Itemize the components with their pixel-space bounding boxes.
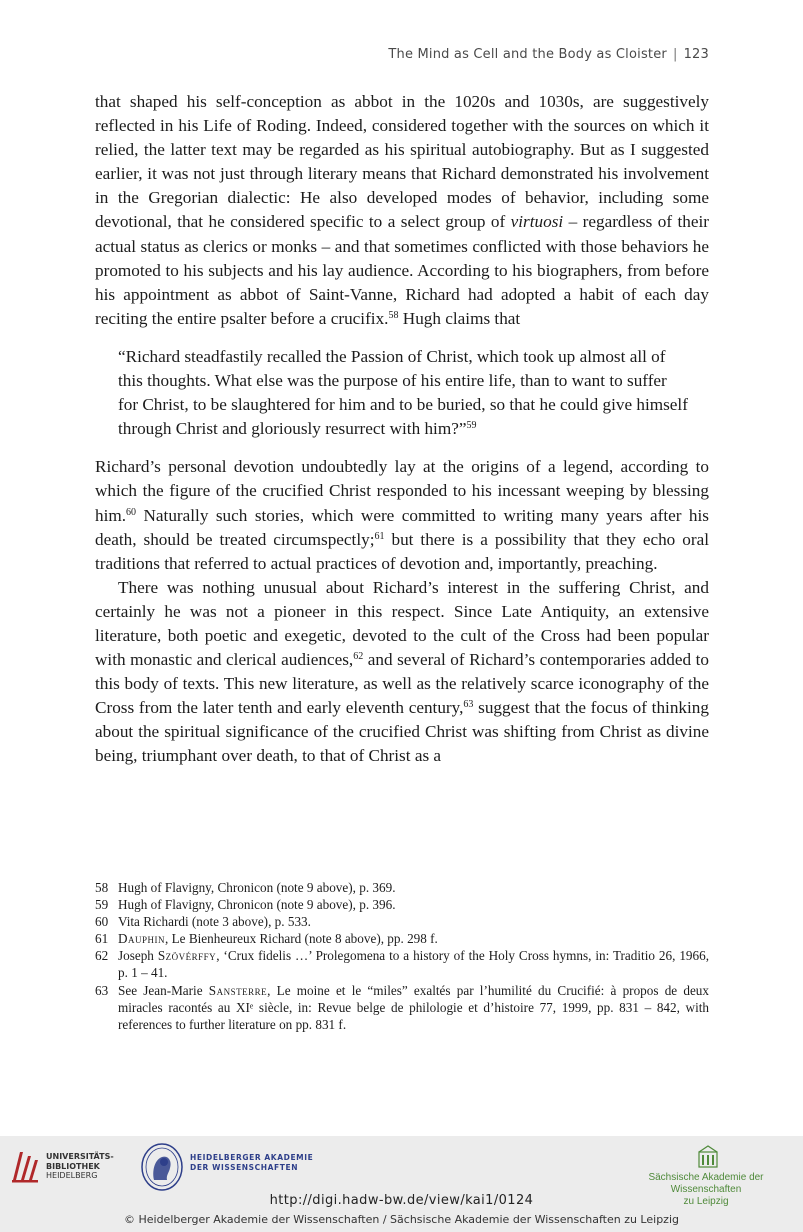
footnote-number: 62 [95, 948, 109, 964]
main-text [95, 90, 709, 769]
paragraph-1-text-a: that shaped his self-conception as abbot in the 1020s and 1030s, are suggestively reflected in his Life of Roding. Indeed, considered together with the sources on which it relied, the latter text may be regarded as his spiritual autobiography. But as I suggested earlier, it was not just through literary means that Richard demonstrated his involvement in the Gregorian dialectic: He also developed modes of behavior, including some devotional, that he considered specific to a select group of [95, 92, 709, 232]
footnote-text [118, 896, 709, 913]
footnote-60 [95, 913, 709, 930]
author-name: Sansterre [208, 982, 268, 998]
footnote-62 [95, 947, 709, 981]
paragraph-1-italic: virtuosi [510, 212, 564, 232]
footnote-body: Hugh of Flavigny, Chronicon (note 9 above), p. 396. [118, 897, 396, 913]
footnote-number: 58 [95, 880, 109, 895]
copyright-notice: © Heidelberger Akademie der Wissenschaften / Sächsische Akademie der Wissenschaften zu Leipzig [123, 1213, 679, 1226]
academy-seal-icon[interactable] [140, 1142, 184, 1192]
footnote-body: , Le Bienheureux Richard (note 8 above), pp. 298 f. [165, 931, 438, 947]
ub-line-2: BIBLIOTHEK [46, 1161, 100, 1171]
footnote-ref-61[interactable]: 61 [374, 530, 385, 542]
header-separator: | [672, 47, 678, 62]
ub-line-1: UNIVERSITÄTS- [46, 1152, 114, 1161]
paragraph-2-text-b: Naturally such stories, which were committed to writing many years after his death, should be treated circumspectly; [95, 505, 709, 549]
footnote-59 [95, 896, 709, 913]
footnote-body: , ‘Crux fidelis …’ Prolegomena to a history of the Holy Cross hymns, in: Traditio 26, 1966, p. 1 – 41. [118, 948, 709, 981]
footnotes [95, 879, 709, 1033]
footnote-text [118, 879, 709, 896]
paragraph-2 [95, 455, 709, 575]
heidelberg-academy-name [190, 1153, 313, 1173]
footnote-body: Vita Richardi (note 3 above), p. 533. [118, 914, 311, 930]
footnote-text [118, 947, 709, 981]
paragraph-2-text-a: Richard’s personal devotion undoubtedly lay at the origins of a legend, according to which the figure of the crucified Christ responded to his incessant weeping by blessing him. [95, 457, 709, 525]
paragraph-1 [95, 90, 709, 331]
footnote-ref-60[interactable]: 60 [126, 506, 137, 518]
paragraph-3-text-c: suggest that the focus of thinking about the spiritual significance of the crucified Christ was shifting from Christ as divine being, triumphant over death, to that of Christ as a [95, 698, 709, 766]
university-library-name [46, 1152, 114, 1181]
university-library-logo-icon[interactable] [10, 1146, 40, 1186]
saxon-academy-logo-icon[interactable] [698, 1144, 718, 1168]
footnote-body: Hugh of Flavigny, Chronicon (note 9 above), p. 369. [118, 880, 396, 895]
author-name: Dauphin [118, 931, 166, 947]
hadw-line-1: HEIDELBERGER AKADEMIE [190, 1153, 314, 1162]
paragraph-1-text-b: – regardless of their actual status as clerics or monks – and that sometimes conflicted with those behaviors he promoted to his subjects and his lay audience. According to his biographers, from before his appointment as abbot of Saint-Vanne, Richard had adopted a habit of each day reciting the entire psalter before a crucifix. [95, 212, 709, 328]
footnote-text [118, 982, 709, 1033]
source-url-link[interactable]: http://digi.hadw-bw.de/view/kai1/0124 [269, 1193, 534, 1208]
footnote-58 [95, 879, 709, 896]
author-name: Szövérffy [157, 948, 217, 964]
paragraph-3 [95, 576, 709, 769]
quote-text: “Richard steadfastily recalled the Passion of Christ, which took up almost all of this thoughts. What else was the purpose of his entire life, than to want to suffer for Christ, to be slaughtered for him and to be buried, so that he could give himself through Christ and gloriously resurrect with him?” [118, 346, 688, 439]
footnote-body: , Le moine et le “miles” exaltés par l’humilité du Crucifié: à propos de deux miracles racontés au XIᵉ siècle, in: Revue belge de philologie et d’histoire 77, 1999, pp. 831 – 842, with references to further literature on pp. 831 f. [118, 982, 709, 1032]
running-head [388, 47, 709, 62]
footnote-number: 63 [95, 982, 109, 998]
footnote-number: 61 [95, 931, 109, 947]
footnote-61 [95, 930, 709, 947]
footnote-ref-59[interactable]: 59 [466, 420, 477, 432]
hadw-line-2: DER WISSENSCHAFTEN [190, 1163, 299, 1172]
footnote-text [118, 913, 709, 930]
footnote-63 [95, 982, 709, 1033]
ub-line-3: HEIDELBERG [46, 1171, 98, 1180]
footnote-number: 59 [95, 897, 109, 913]
paragraph-1-text-c: Hugh claims that [398, 308, 521, 328]
paragraph-3-text-b: and several of Richard’s contemporaries added to this body of texts. This new literature, as well as the relatively scarce iconography of the Cross from the later tenth and early eleventh century, [95, 650, 709, 718]
footnote-prefix: See Jean-Marie [118, 982, 209, 998]
block-quote [118, 345, 688, 441]
footnote-text [118, 930, 709, 947]
footnote-ref-58[interactable]: 58 [388, 309, 399, 321]
footer-band [0, 1136, 803, 1232]
saw-line-2: zu Leipzig [683, 1196, 729, 1207]
paragraph-2-text-c: but there is a possibility that they echo oral traditions that referred to actual practices of devotion and, importantly, preaching. [95, 529, 709, 573]
paragraph-3-text-a: There was nothing unusual about Richard’s interest in the suffering Christ, and certainly he was not a pioneer in this respect. Since Late Antiquity, an extensive literature, both poetic and exegetic, devoted to the cult of the Cross had been popular with monastic and clerical audiences, [95, 577, 709, 670]
page-number: 123 [683, 47, 709, 62]
footnote-prefix: Joseph [118, 948, 158, 964]
saw-line-1: Sächsische Akademie der Wissenschaften [648, 1172, 764, 1195]
running-title: The Mind as Cell and the Body as Cloister [388, 47, 667, 62]
footnote-ref-62[interactable]: 62 [353, 651, 364, 663]
footnote-number: 60 [95, 914, 109, 930]
footnote-ref-63[interactable]: 63 [463, 699, 474, 711]
